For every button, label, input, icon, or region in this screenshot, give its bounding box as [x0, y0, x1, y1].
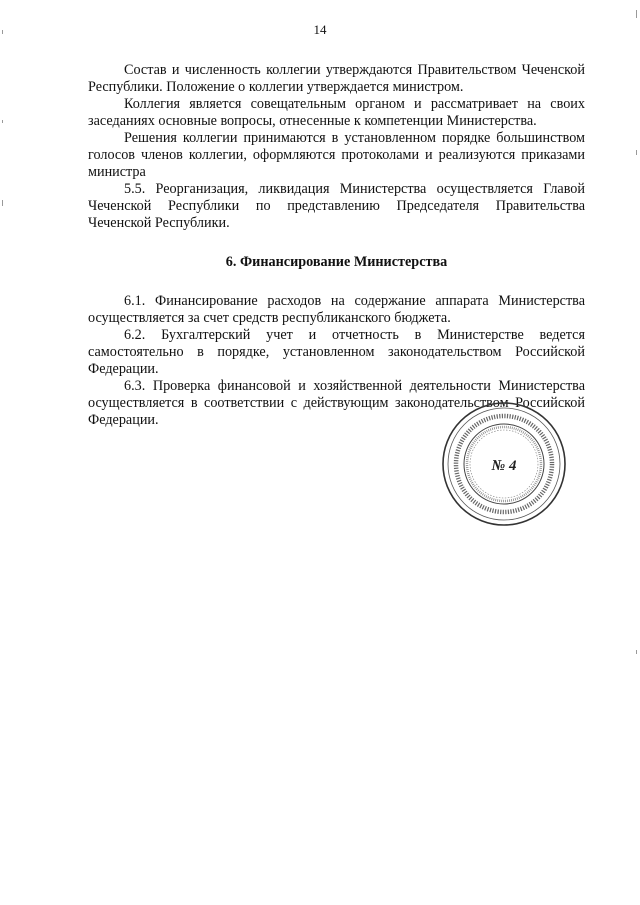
scan-edge-mark: [636, 650, 637, 654]
scan-edge-mark: [2, 200, 3, 206]
paragraph-6-2: 6.2. Бухгалтерский учет и отчетность в Министерстве ведется самостоятельно в порядке, установленном законодательством Российской Федерации.: [88, 327, 585, 377]
document-body: [88, 62, 585, 429]
scan-edge-mark: [2, 30, 3, 34]
paragraph-6-3: 6.3. Проверка финансовой и хозяйственной деятельности Министерства осуществляется в соответствии с действующим законодательством Российской Федерации.: [88, 378, 585, 428]
paragraph-collegium-role: Коллегия является совещательным органом и рассматривает на своих заседаниях основные вопросы, отнесенные к компетенции Министерства.: [88, 96, 585, 129]
page-number: 14: [313, 22, 327, 37]
section-heading: 6. Финансирование Министерства: [225, 254, 448, 270]
scan-edge-mark: [2, 120, 3, 123]
scan-edge-mark: [636, 10, 637, 18]
seal-number: № 4: [491, 458, 517, 474]
paragraph-collegium-decisions: Решения коллегии принимаются в установленном порядке большинством голосов членов коллегии, оформляются протоколами и реализуются приказами министра: [88, 130, 585, 180]
paragraph-reorganization: 5.5. Реорганизация, ликвидация Министерства осуществляется Главой Чеченской Республики по представлению Председателя Правительства Чеченской Республики.: [88, 181, 585, 231]
paragraph-6-1: 6.1. Финансирование расходов на содержание аппарата Министерства осуществляется за счет средств республиканского бюджета.: [88, 293, 585, 326]
paragraph-collegium-composition: Состав и численность коллегии утверждаются Правительством Чеченской Республики. Положение о коллегии утверждается министром.: [88, 62, 585, 95]
official-seal: [440, 400, 568, 528]
scan-edge-mark: [636, 150, 637, 155]
